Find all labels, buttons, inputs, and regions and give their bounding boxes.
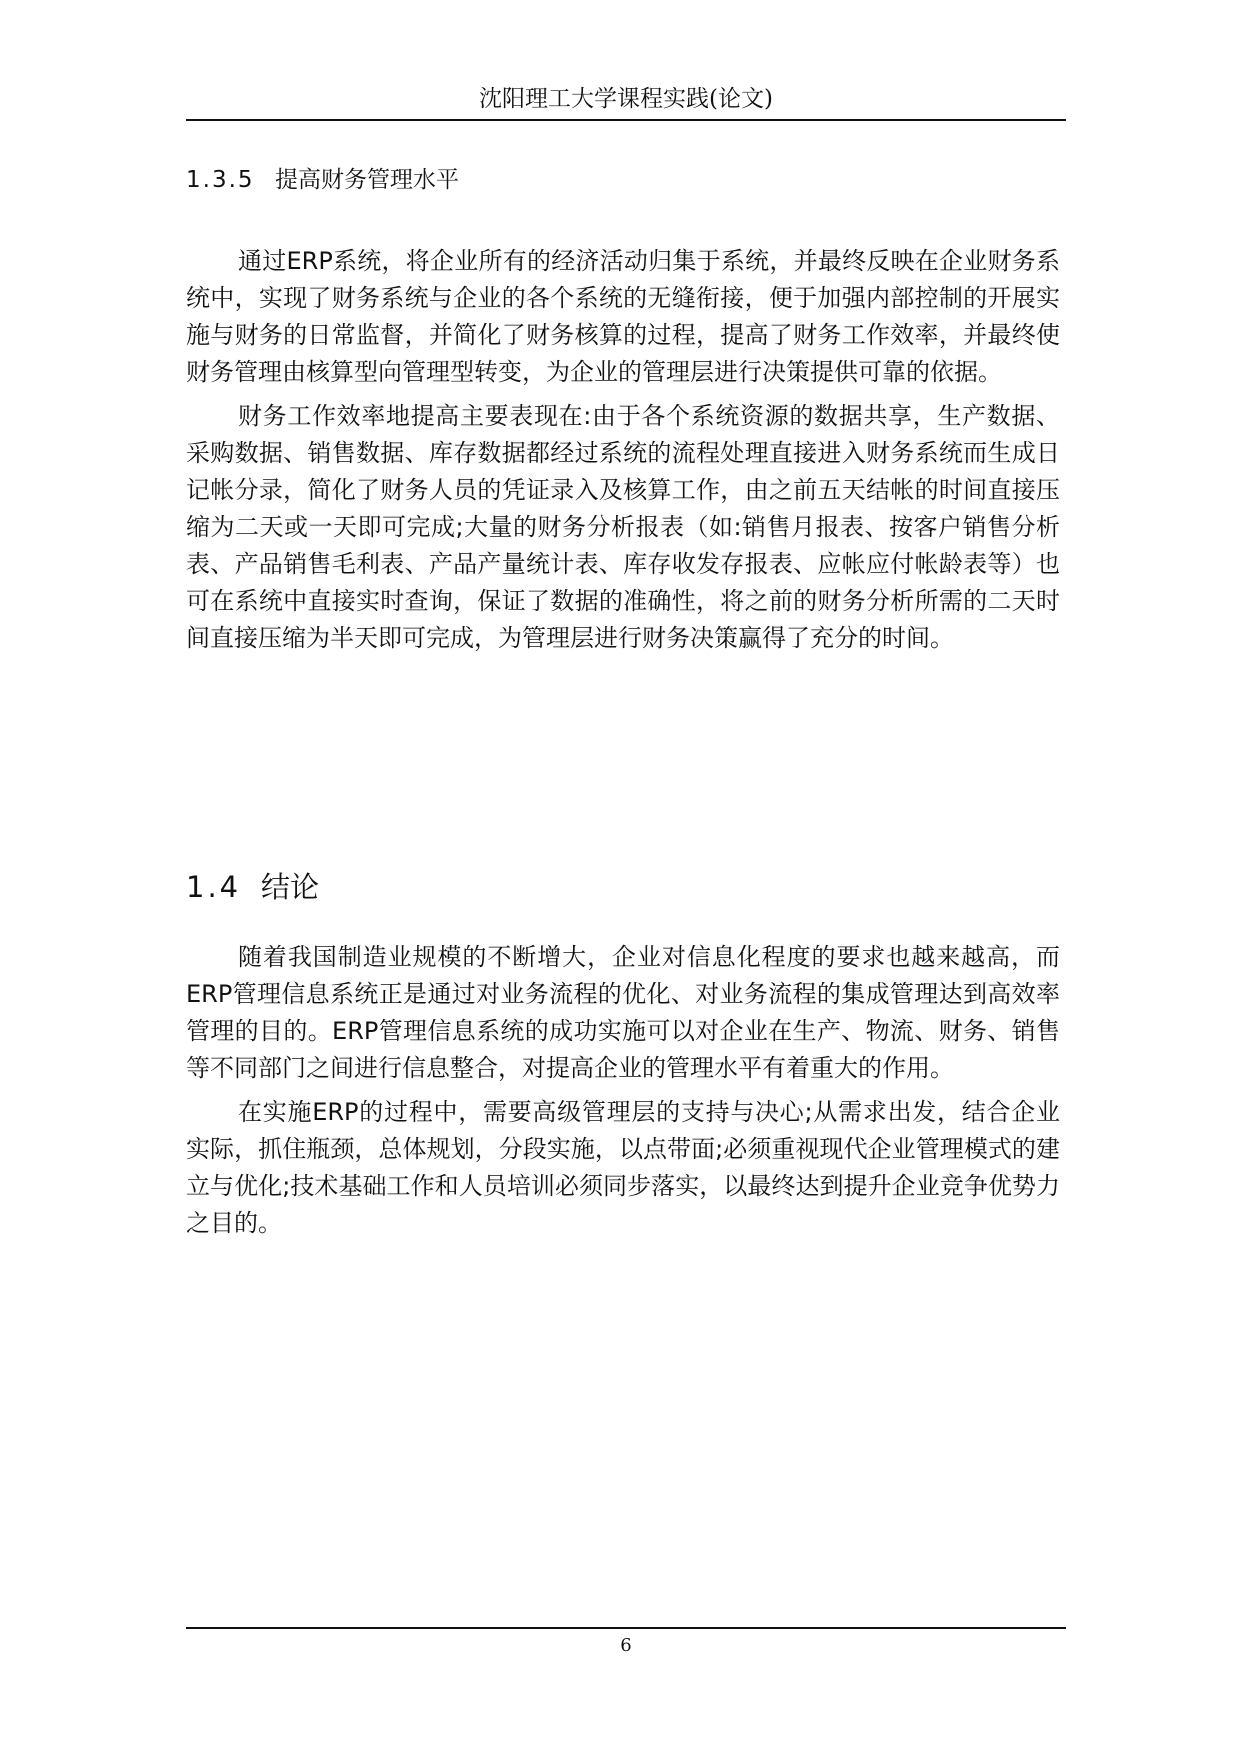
paragraph: 财务工作效率地提高主要表现在:由于各个系统资源的数据共享，生产数据、采购数据、销售数据、库存数据都经过系统的流程处理直接进入财务系统而生成日记帐分录，简化了财务人员的凭证录入及核算工作，由之前五天结帐的时间直接压缩为二天或一天即可完成;大量的财务分析报表（如:销售月报表、按客户销售分析表、产品销售毛利表、产品产量统计表、库存收发存报表、应帐应付帐龄表等）也可在系统中直接实时查询，保证了数据的准确性，将之前的财务分析所需的二天时间直接压缩为半天即可完成，为管理层进行财务决策赢得了充分的时间。 (186, 402, 1060, 652)
paragraph: 随着我国制造业规模的不断增大，企业对信息化程度的要求也越来越高，而ERP管理信息系统正是通过对业务流程的优化、对业务流程的集成管理达到高效率管理的目的。ERP管理信息系统的成功实施可以对企业在生产、物流、财务、销售等不同部门之间进行信息整合，对提高企业的管理水平有着重大的作用。 (186, 943, 1060, 1082)
page-number: 6 (620, 1635, 632, 1656)
section-title: 提高财务管理水平 (275, 167, 459, 193)
paragraph: 在实施ERP的过程中，需要高级管理层的支持与决心;从需求出发，结合企业实际，抓住瓶颈，总体规划，分段实施，以点带面;必须重视现代企业管理模式的建立与优化;技术基础工作和人员培训必须同步落实，以最终达到提升企业竞争优势力之目的。 (186, 1098, 1060, 1237)
header-rule (186, 119, 1066, 121)
footer-rule (186, 1627, 1066, 1629)
section-body-1-4 (186, 939, 1060, 1249)
running-header: 沈阳理工大学课程实践(论文) (479, 86, 773, 112)
section-number: 1.3.5 (186, 167, 255, 193)
section-title: 结论 (261, 870, 320, 904)
section-body-1-3-5 (186, 243, 1060, 664)
section-heading-1-3-5 (186, 163, 459, 197)
paragraph: 通过ERP系统，将企业所有的经济活动归集于系统，并最终反映在企业财务系统中，实现了财务系统与企业的各个系统的无缝衔接，便于加强内部控制的开展实施与财务的日常监督，并简化了财务核算的过程，提高了财务工作效率，并最终使财务管理由核算型向管理型转变，为企业的管理层进行决策提供可靠的依据。 (186, 247, 1060, 386)
section-number: 1.4 (186, 870, 242, 904)
section-heading-1-4 (186, 867, 319, 907)
